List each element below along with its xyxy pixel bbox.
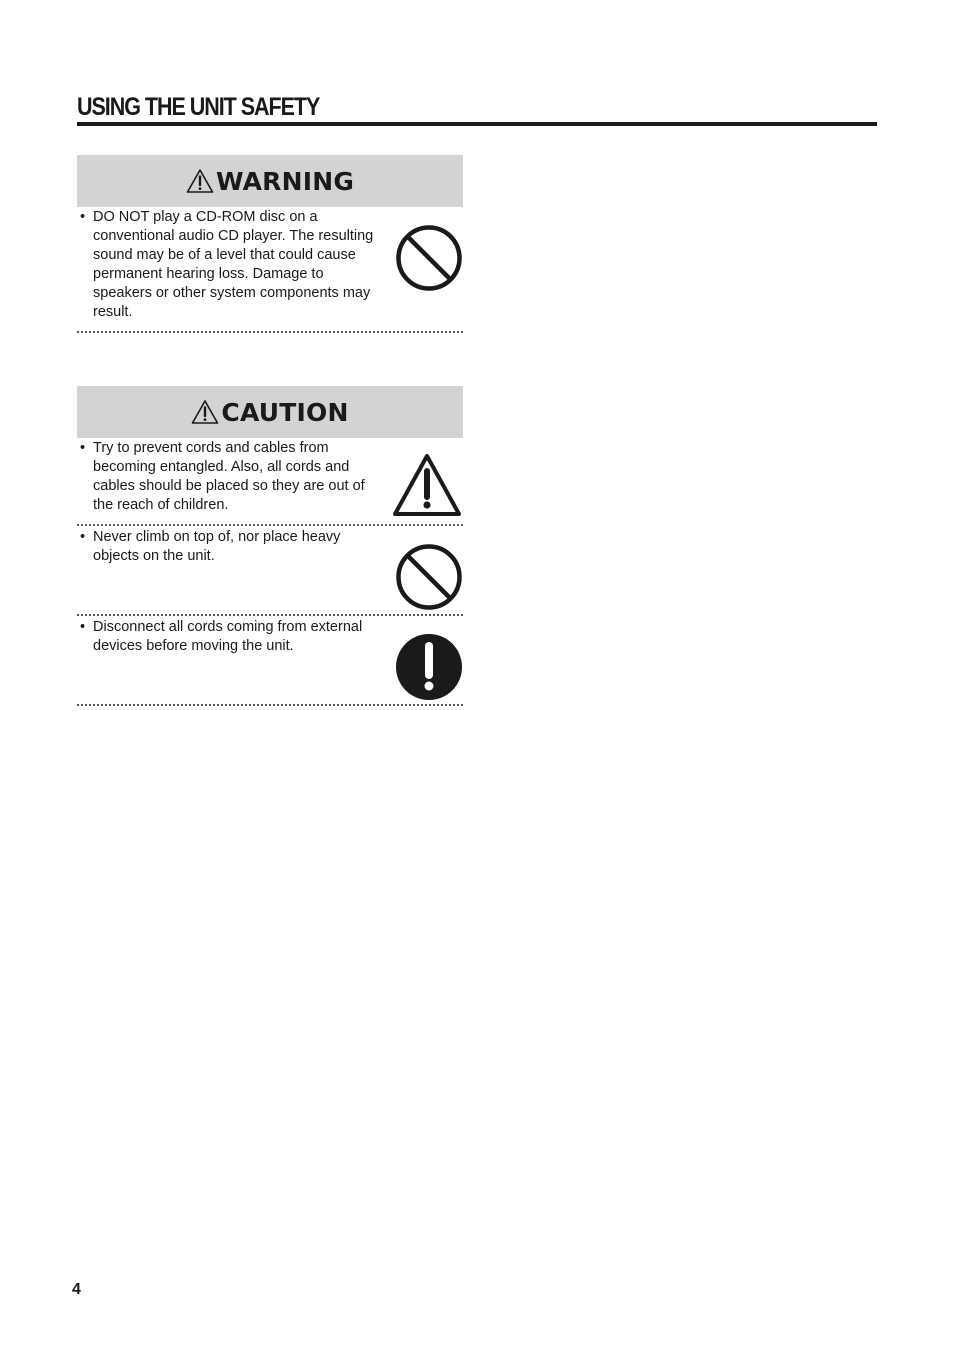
title-rule — [77, 122, 877, 126]
alert-triangle-icon — [191, 399, 219, 425]
caution-item-text: Try to prevent cords and cables from becoming entangled. Also, all cords and cables should be placed so they are out of the reach of children. — [93, 440, 365, 513]
warning-header — [77, 155, 463, 207]
warning-item-text: DO NOT play a CD-ROM disc on a conventional audio CD player. The resulting sound may be of a level that could cause permanent hearing loss. Damage to speakers or other system components may result. — [93, 209, 374, 320]
bullet: • — [80, 440, 86, 456]
mandatory-action-icon — [395, 633, 463, 701]
prohibited-icon — [395, 543, 463, 611]
page-title: USING THE UNIT SAFETY — [77, 93, 320, 121]
caution-item — [77, 526, 463, 616]
warning-label: WARNING — [215, 166, 355, 196]
caution-item-text: Never climb on top of, nor place heavy objects on the unit. — [93, 529, 341, 564]
caution-item — [77, 616, 463, 706]
bullet: • — [80, 529, 86, 545]
bullet: • — [80, 619, 86, 635]
caution-item — [77, 438, 463, 526]
bullet: • — [80, 209, 86, 225]
caution-header — [77, 386, 463, 438]
warning-item — [77, 207, 463, 333]
caution-label: CAUTION — [221, 397, 349, 427]
alert-triangle-icon — [186, 168, 214, 194]
caution-section — [77, 386, 463, 706]
page-number: 4 — [72, 1281, 81, 1298]
caution-triangle-icon — [392, 453, 462, 517]
warning-section — [77, 155, 463, 333]
caution-item-text: Disconnect all cords coming from external devices before moving the unit. — [93, 619, 363, 654]
prohibited-icon — [395, 224, 463, 292]
